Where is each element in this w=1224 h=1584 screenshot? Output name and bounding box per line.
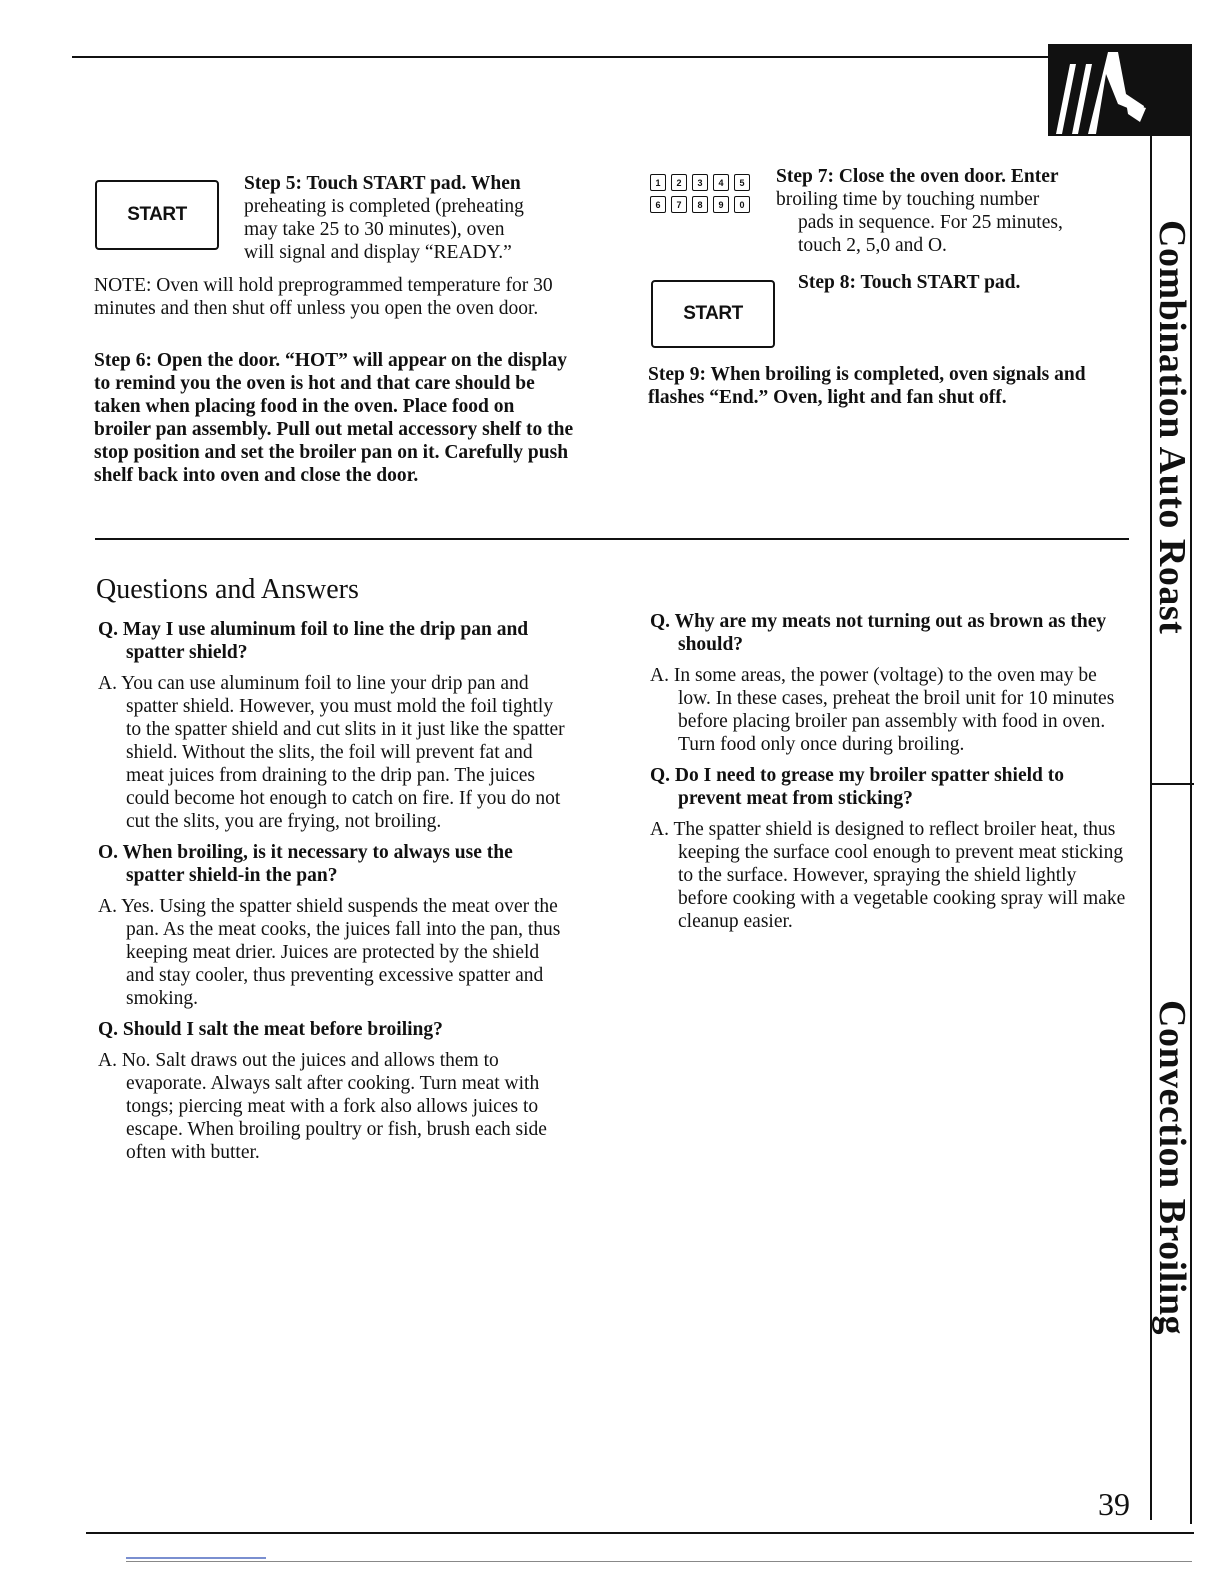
section-rule — [95, 538, 1129, 540]
step7-line-3: pads in sequence. For 25 minutes, — [798, 212, 1063, 233]
step5-block — [244, 172, 584, 264]
answer-4: A. In some areas, the power (voltage) to the oven may be low. In these cases, preheat the broil unit for 10 minutes before placing broiler pan assembly with food in oven. Turn food only once during broiling. — [650, 665, 1115, 755]
hand-logo-icon — [1048, 44, 1190, 136]
step7-block — [776, 165, 1116, 257]
step5-line-1: preheating is completed (preheating — [244, 196, 524, 217]
step7-title: Step 7: Close the oven door. Enter — [776, 166, 1059, 187]
answer-2: A. Yes. Using the spatter shield suspends the meat over the pan. As the meat cooks, the juices fall into the pan, thus keeping meat drier. Juices are protected by the shield and stay cooler, thus preventing excessive spatter and smoking. — [98, 896, 561, 1009]
tab-combination-auto-roast: Combination Auto Roast — [1151, 220, 1193, 635]
key-2: 2 — [671, 174, 687, 191]
step6-paragraph: Step 6: Open the door. “HOT” will appear on the display to remind you the oven is hot and that care should be taken when placing food in the oven. Place food on broiler pan assembly. Pull out metal accessory shelf to the stop position and set the broiler pan on it. Carefully push shelf back into oven and close the door. — [94, 350, 574, 486]
step7-line-4: touch 2, 5,0 and O. — [798, 235, 947, 256]
qa-left-column — [98, 618, 568, 1172]
key-6: 6 — [650, 196, 666, 213]
step9-text: Step 9: When broiling is completed, oven signals and flashes “End.” Oven, light and fan shut off. — [648, 364, 1086, 408]
page-number: 39 — [1098, 1486, 1130, 1522]
start-pad-icon: START — [95, 180, 219, 250]
tab-convection-broiling: Convection Broiling — [1151, 1000, 1193, 1335]
question-5: Q. Do I need to grease my broiler spatter shield to prevent meat from sticking? — [650, 765, 1064, 809]
key-3: 3 — [692, 174, 708, 191]
step7-line-2: broiling time by touching number — [776, 189, 1040, 210]
key-9: 9 — [713, 196, 729, 213]
qa-heading: Questions and Answers — [96, 574, 359, 605]
number-pad-icon — [650, 174, 755, 213]
step5-line-3: will signal and display “READY.” — [244, 242, 512, 263]
qa-right-column — [650, 610, 1130, 941]
bottom-rule — [86, 1532, 1194, 1534]
answer-1: A. You can use aluminum foil to line your drip pan and spatter shield. However, you must mold the foil tightly to the spatter shield and cut slits in it just like the spatter shield. Without the slits, the foil will prevent fat and meat juices from draining to the drip pan. The juices could become hot enough to catch on fire. If you do not cut the slits, you are frying, not broiling. — [98, 673, 565, 832]
question-1: Q. May I use aluminum foil to line the drip pan and spatter shield? — [98, 619, 529, 663]
step8-text: Step 8: Touch START pad. — [798, 272, 1021, 293]
top-rule — [72, 56, 1192, 58]
key-1: 1 — [650, 174, 666, 191]
answer-5: A. The spatter shield is designed to reflect broiler heat, thus keeping the surface cool enough to prevent meat sticking to the surface. However, spraying the shield lightly before cooking with a vegetable cooking spray will make cleanup easier. — [650, 819, 1126, 932]
key-7: 7 — [671, 196, 687, 213]
key-8: 8 — [692, 196, 708, 213]
question-4: Q. Why are my meats not turning out as brown as they should? — [650, 611, 1107, 655]
question-3: Q. Should I salt the meat before broiling? — [98, 1019, 443, 1040]
brand-logo-block — [1048, 44, 1190, 136]
answer-3: A. No. Salt draws out the juices and allows them to evaporate. Always salt after cooking. Turn meat with tongs; piercing meat with a fork also allows juices to escape. When broiling poultry or fish, brush each side often with butter. — [98, 1050, 547, 1163]
key-0: 0 — [734, 196, 750, 213]
bottom-thin-rule — [126, 1561, 1192, 1562]
note-paragraph: NOTE: Oven will hold preprogrammed temperature for 30 minutes and then shut off unless you open the oven door. — [94, 275, 553, 319]
key-5: 5 — [734, 174, 750, 191]
step5-title: Step 5: Touch START pad. When — [244, 173, 521, 194]
step5-line-2: may take 25 to 30 minutes), oven — [244, 219, 505, 240]
question-2: O. When broiling, is it necessary to always use the spatter shield-in the pan? — [98, 842, 513, 886]
tab-divider-line — [1150, 783, 1194, 785]
start-pad-icon-2: START — [651, 280, 775, 348]
key-4: 4 — [713, 174, 729, 191]
bottom-blue-mark — [126, 1557, 266, 1559]
